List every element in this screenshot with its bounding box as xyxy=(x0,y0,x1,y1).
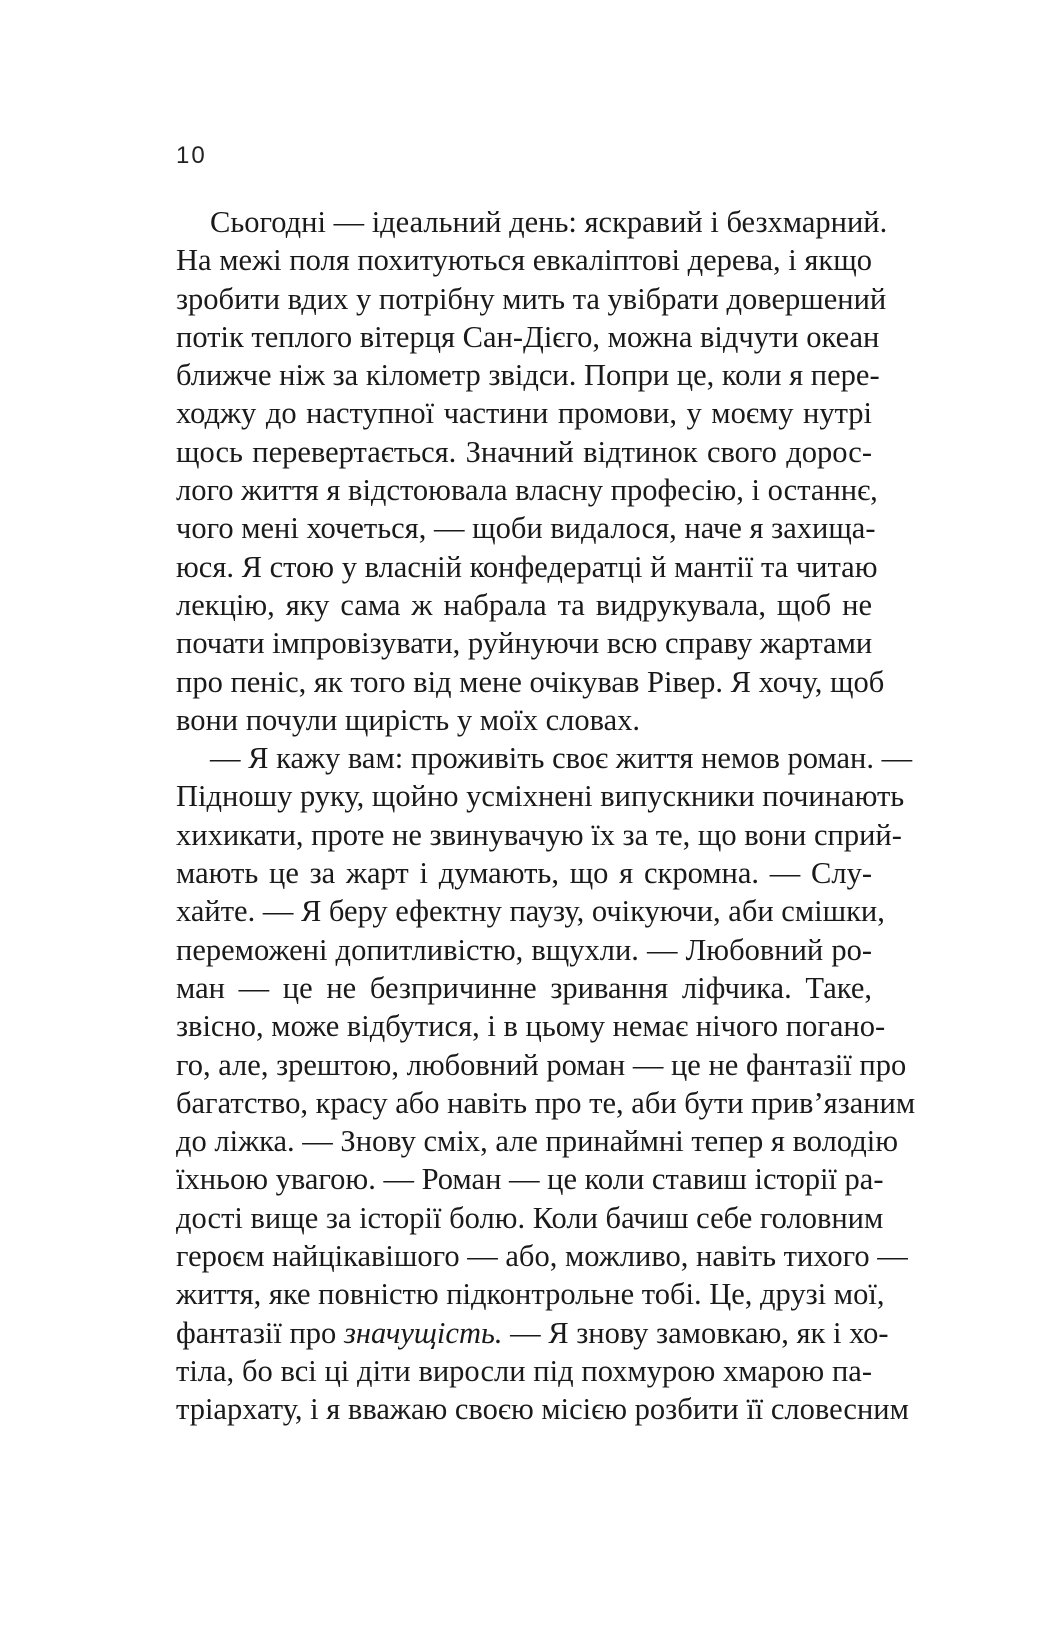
text-line: почати імпровізувати, руйнуючи всю справу жартами xyxy=(176,626,873,661)
text-line: вони почули щирість у моїх словах. xyxy=(176,702,641,737)
text-line: щось перевертається. Значний відтинок свого дорос- xyxy=(176,434,872,469)
text-line: го, але, зрештою, любовний роман — це не фантазії про xyxy=(176,1047,907,1082)
text-line: юся. Я стою у власній конфедератці й мантії та читаю xyxy=(176,549,878,584)
text-line: хайте. — Я беру ефектну паузу, очікуючи, аби смішки, xyxy=(176,894,885,929)
text-line: Підношу руку, щойно усміхнені випускники починають xyxy=(176,779,905,814)
text-line: ман — це не безпричинне зривання ліфчика. Таке, xyxy=(176,970,872,1005)
text-line: їхньою увагою. — Роман — це коли ставиш історії ра- xyxy=(176,1162,884,1197)
text-run: — Я знову замовкаю, як і хо- xyxy=(502,1315,889,1350)
italic-emphasis: значущість. xyxy=(343,1315,503,1350)
text-line: героєм найцікавішого — або, можливо, навіть тихого — xyxy=(176,1239,908,1274)
text-line: На межі поля похитуються евкаліптові дерева, і якщо xyxy=(176,243,872,278)
text-line: про пеніс, як того від мене очікував Рівер. Я хочу, щоб xyxy=(176,664,885,699)
text-line-mixed xyxy=(176,1314,889,1352)
text-line: хихикати, проте не звинувачую їх за те, що вони сприй- xyxy=(176,817,902,852)
page-number: 10 xyxy=(176,142,207,169)
text-line: тіла, бо всі ці діти виросли під похмурою хмарою па- xyxy=(176,1353,872,1388)
text-line: дості вище за історії болю. Коли бачиш себе головним xyxy=(176,1200,884,1235)
text-line: чого мені хочеться, — щоби видалося, наче я захища- xyxy=(176,511,876,546)
text-line: мають це за жарт і думають, що я скромна. — Слу- xyxy=(176,856,872,891)
text-line: до ліжка. — Знову сміх, але принаймні тепер я володію xyxy=(176,1124,898,1159)
text-line: переможені допитливістю, вщухли. — Любовний ро- xyxy=(176,932,872,967)
text-line: багатство, красу або навіть про те, аби бути прив’язаним xyxy=(176,1085,916,1120)
text-run: фантазії про xyxy=(176,1315,344,1350)
text-line: тріархату, і я вважаю своєю місією розбити її словесним xyxy=(176,1392,909,1427)
text-line: лекцію, яку сама ж набрала та видрукувала, щоб не xyxy=(176,587,872,622)
text-line: ходжу до наступної частини промови, у моєму нутрі xyxy=(176,396,872,431)
text-line: лого життя я відстоювала власну професію, і останнє, xyxy=(176,473,878,508)
text-line: життя, яке повністю підконтрольне тобі. Це, друзі мої, xyxy=(176,1277,885,1312)
body-text xyxy=(176,203,916,1429)
text-line: зробити вдих у потрібну мить та увібрати довершений xyxy=(176,281,887,316)
text-line: звісно, може відбутися, і в цьому немає нічого погано- xyxy=(176,1009,886,1044)
text-line: — Я кажу вам: проживіть своє життя немов роман. — xyxy=(210,741,913,776)
text-line: потік теплого вітерця Сан-Дієго, можна відчути океан xyxy=(176,319,880,354)
text-line: Сьогодні — ідеальний день: яскравий і безхмарний. xyxy=(210,205,888,239)
text-line: ближче ніж за кілометр звідси. Попри це, коли я пере- xyxy=(176,358,880,393)
